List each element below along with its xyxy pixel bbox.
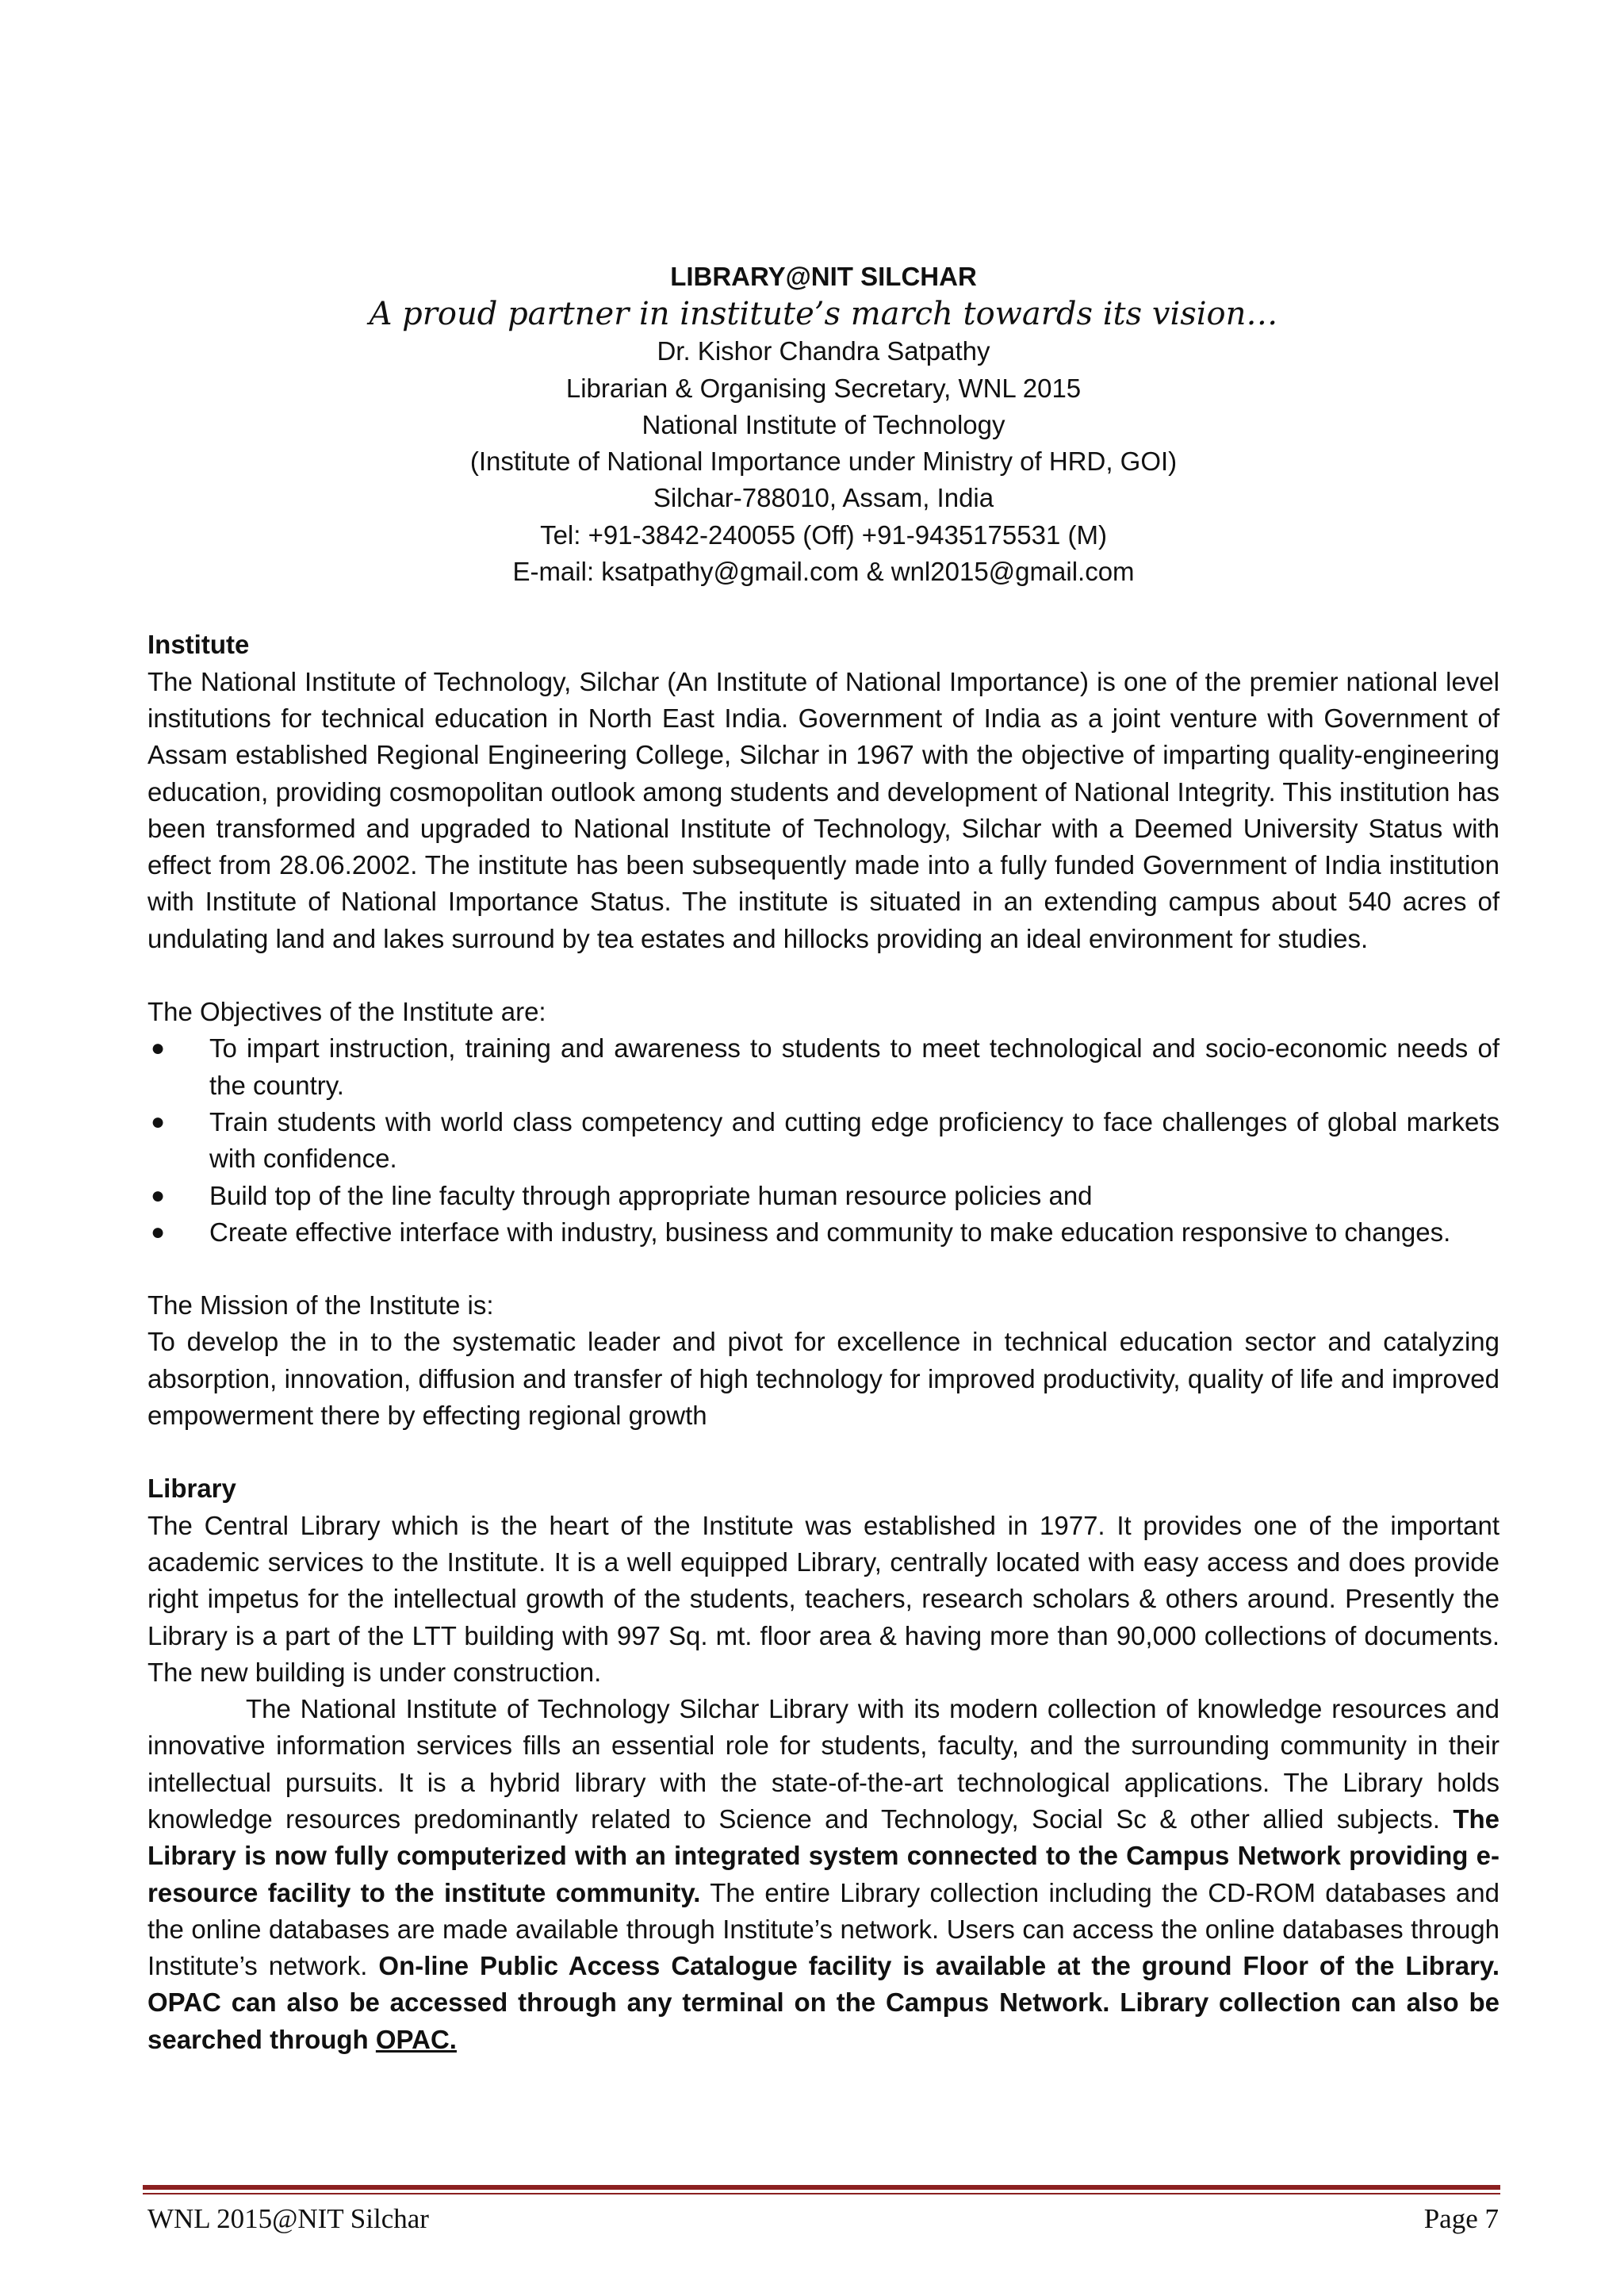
bullet-icon: ● [151, 1035, 166, 1062]
library-heading: Library [147, 1474, 236, 1504]
objectives-list [147, 1030, 1500, 1251]
author-name: Dr. Kishor Chandra Satpathy [657, 336, 990, 366]
opac-link[interactable]: OPAC. [375, 2024, 457, 2054]
institute-name: National Institute of Technology [642, 409, 1005, 439]
mission-intro: The Mission of the Institute is: [147, 1290, 494, 1320]
library-bold-2-text: On-line Public Access Catalogue facility is available at the ground Floor of the Library. OPAC can also be accessed through any terminal on the Campus Network. Library collection can also be searched through [147, 1951, 1500, 2054]
bullet-icon: ● [151, 1108, 166, 1135]
institute-status: (Institute of National Importance under Ministry of HRD, GOI) [469, 447, 1178, 477]
tagline: A proud partner in institute’s march towards its vision… [369, 296, 1278, 333]
list-item [147, 1178, 1500, 1214]
library-text-2: The entire Library collection including the CD-ROM databases and the online databases are made available through Institute’s network. Users can access the online databases through Institute’s network. [147, 1877, 1500, 1981]
list-item-text: Create effective interface with industry, business and community to make education responsive to changes. [209, 1217, 1451, 1247]
institute-heading: Institute [147, 630, 250, 660]
institute-paragraph: The National Institute of Technology, Silchar (An Institute of National Importance) is one of the premier national level institutions for technical education in North East India. Government of India as a joint venture with Government of Assam established Regional Engineering College, Silchar in 1967 with the objective of imparting quality-engineering education, providing cosmopolitan outlook among students and development of National Integrity. This institution has been transformed and upgraded to National Institute of Technology, Silchar with a Deemed University Status with effect from 28.06.2002. The institute has been subsequently made into a fully funded Government of India institution with Institute of National Importance Status. The institute is situated in an extending campus about 540 acres of undulating land and lakes surround by tea estates and hillocks providing an ideal environment for studies. [147, 666, 1500, 953]
page-number: Page 7 [1423, 2203, 1499, 2234]
address: Silchar-788010, Assam, India [653, 483, 994, 513]
objectives-intro: The Objectives of the Institute are: [147, 997, 546, 1027]
library-bold-1: The Library is now fully computerized with an integrated system connected to the Campus Network providing e-resource facility to the institute community. [147, 1803, 1500, 1907]
list-item [147, 1214, 1500, 1251]
list-item [147, 1104, 1500, 1178]
page-content [147, 259, 1500, 2058]
footer-left: WNL 2015@NIT Silchar [147, 2203, 429, 2234]
list-item-text: Train students with world class competency and cutting edge proficiency to face challenges of global markets with confidence. [209, 1106, 1500, 1174]
library-paragraph-2 [147, 1691, 1500, 2058]
list-item-text: To impart instruction, training and awareness to students to meet technological and socio-economic needs of the country. [209, 1033, 1500, 1100]
bullet-icon: ● [151, 1182, 166, 1209]
library-paragraph-1: The Central Library which is the heart of the Institute was established in 1977. It provides one of the important academic services to the Institute. It is a well equipped Library, centrally located with easy access and does provide right impetus for the intellectual growth of the students, teachers, research scholars & others around. Presently the Library is a part of the LTT building with 997 Sq. mt. floor area & having more than 90,000 collections of documents. The new building is under construction. [147, 1510, 1500, 1687]
email: E-mail: ksatpathy@gmail.com & wnl2015@gmail.com [512, 557, 1135, 587]
footer-rule [143, 2185, 1500, 2190]
footer-rule-thin [143, 2193, 1500, 2194]
list-item [147, 1030, 1500, 1104]
author-role: Librarian & Organising Secretary, WNL 2015 [565, 373, 1082, 403]
library-text-1: The National Institute of Technology Silchar Library with its modern collection of knowledge resources and innovative information services fills an essential role for students, faculty, and the surrounding community in their intellectual pursuits. It is a hybrid library with the state-of-the-art technological applications. The Library holds knowledge resources predominantly related to Science and Technology, Social Sc & other allied subjects. [147, 1694, 1500, 1834]
list-item-text: Build top of the line faculty through appropriate human resource policies and [209, 1180, 1093, 1210]
mission-paragraph: To develop the in to the systematic leader and pivot for excellence in technical education sector and catalyzing absorption, innovation, diffusion and transfer of high technology for improved productivity, quality of life and improved empowerment there by effecting regional growth [147, 1327, 1500, 1431]
bullet-icon: ● [151, 1218, 166, 1245]
telephone: Tel: +91-3842-240055 (Off) +91-9435175531 (M) [540, 519, 1107, 550]
page-title: LIBRARY@NIT SILCHAR [670, 262, 977, 291]
